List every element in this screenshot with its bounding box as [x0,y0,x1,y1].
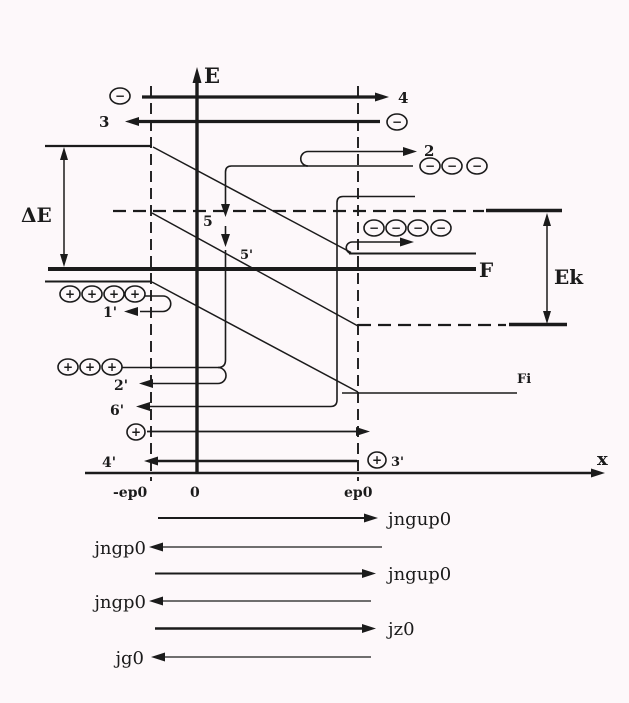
electron-signs [115,89,482,235]
flow-2p-label: 2' [114,378,129,394]
electron-reflection-path [346,242,400,254]
electron-flow-4 [142,93,389,102]
energy-axis-label: E [204,63,221,88]
energy-axis-arrowhead-icon [193,67,202,83]
hole-flow-4p [144,457,357,466]
hole-sign: + [106,360,118,374]
electron-flow-3 [125,117,380,126]
flow-4p-label: 4' [102,455,117,471]
right-arrowhead-icon [362,624,376,633]
flow-2-label: 2 [424,142,435,160]
current-row-0 [158,509,451,530]
intrinsic-level-label: Fi [517,372,532,387]
fermi-level-label: F [479,258,494,282]
kinetic-measure-down-arrowhead-icon [543,311,551,324]
flow-2-path [301,152,405,167]
kinetic-energy-label: Ek [554,265,584,289]
electron-reflection-arrow [346,238,414,254]
flow-2-arrowhead-icon [403,147,417,156]
position-axis [85,469,605,478]
barrier-height-measure [60,147,68,267]
current-label: jngp0 [94,592,146,613]
hole-sign: + [108,287,120,301]
conduction-band-junction-slope-line [153,147,351,253]
current-row-1 [92,538,382,559]
flow-6p-label: 6' [110,403,125,419]
barrier-measure-down-arrowhead-icon [60,254,68,267]
current-row-5 [113,648,371,669]
flow-5p-label: 5' [240,248,254,263]
current-label: jngup0 [388,509,452,530]
barrier-height-label: ΔE [21,203,52,227]
flow-3p-label: 3' [391,455,405,470]
hole-sign: + [62,360,74,374]
flow-2p-arrowhead-icon [139,379,153,388]
electron-sign: − [114,89,126,103]
flow-1p-label: 1' [103,305,118,321]
flow-4-label: 4 [398,89,409,107]
flow-5-label: 5 [203,214,213,230]
flow-3-label: 3 [99,113,110,131]
flow-1p-path [140,296,171,312]
hole-flow-2p [122,368,226,389]
hole-sign: + [130,425,142,439]
barrier-measure-up-arrowhead-icon [60,147,68,160]
hole-sign: + [129,287,141,301]
electron-sign: − [368,221,380,235]
flow-4-arrowhead-icon [375,93,389,102]
hole-sign: + [64,287,76,301]
kinetic-energy-measure [543,213,551,324]
current-row-4 [155,619,415,640]
right-tick-label: ep0 [344,485,373,501]
right-arrowhead-icon [362,569,376,578]
electron-sign: − [435,221,447,235]
current-row-2 [155,564,451,585]
flow-6p-arrowhead-icon [136,402,150,411]
left-arrowhead-icon [151,653,165,662]
current-row-3 [92,592,371,613]
electron-sign: − [391,115,403,129]
electron-sign: − [471,159,483,173]
position-axis-label: x [597,449,608,470]
flow-5p-arrowhead-icon [221,234,230,247]
current-label: jngup0 [388,564,452,585]
electron-sign: − [412,221,424,235]
right-arrowhead-icon [364,514,378,523]
current-label: jg0 [115,648,144,669]
flow-2p-path [122,368,226,384]
hole-sign: + [84,360,96,374]
current-label: jngp0 [94,538,146,559]
kinetic-measure-up-arrowhead-icon [543,213,551,226]
origin-tick-label: 0 [190,485,200,501]
hole-drift-arrowhead-icon [356,427,370,436]
current-label: jz0 [388,619,415,640]
electron-sign: − [424,159,436,173]
hole-drift-right-arrow [147,427,370,436]
electron-sign: − [390,221,402,235]
flow-1p-arrowhead-icon [124,307,138,316]
valence-band-junction-slope-line [152,282,358,392]
left-arrowhead-icon [149,597,163,606]
flow-3-arrowhead-icon [125,117,139,126]
electron-reflection-arrowhead-icon [400,238,414,247]
flow-5-upper-path [226,166,414,204]
hole-sign: + [371,453,383,467]
left-tick-label: -ep0 [113,485,148,501]
hole-sign: + [86,287,98,301]
electron-sign: − [446,159,458,173]
left-arrowhead-icon [149,543,163,552]
